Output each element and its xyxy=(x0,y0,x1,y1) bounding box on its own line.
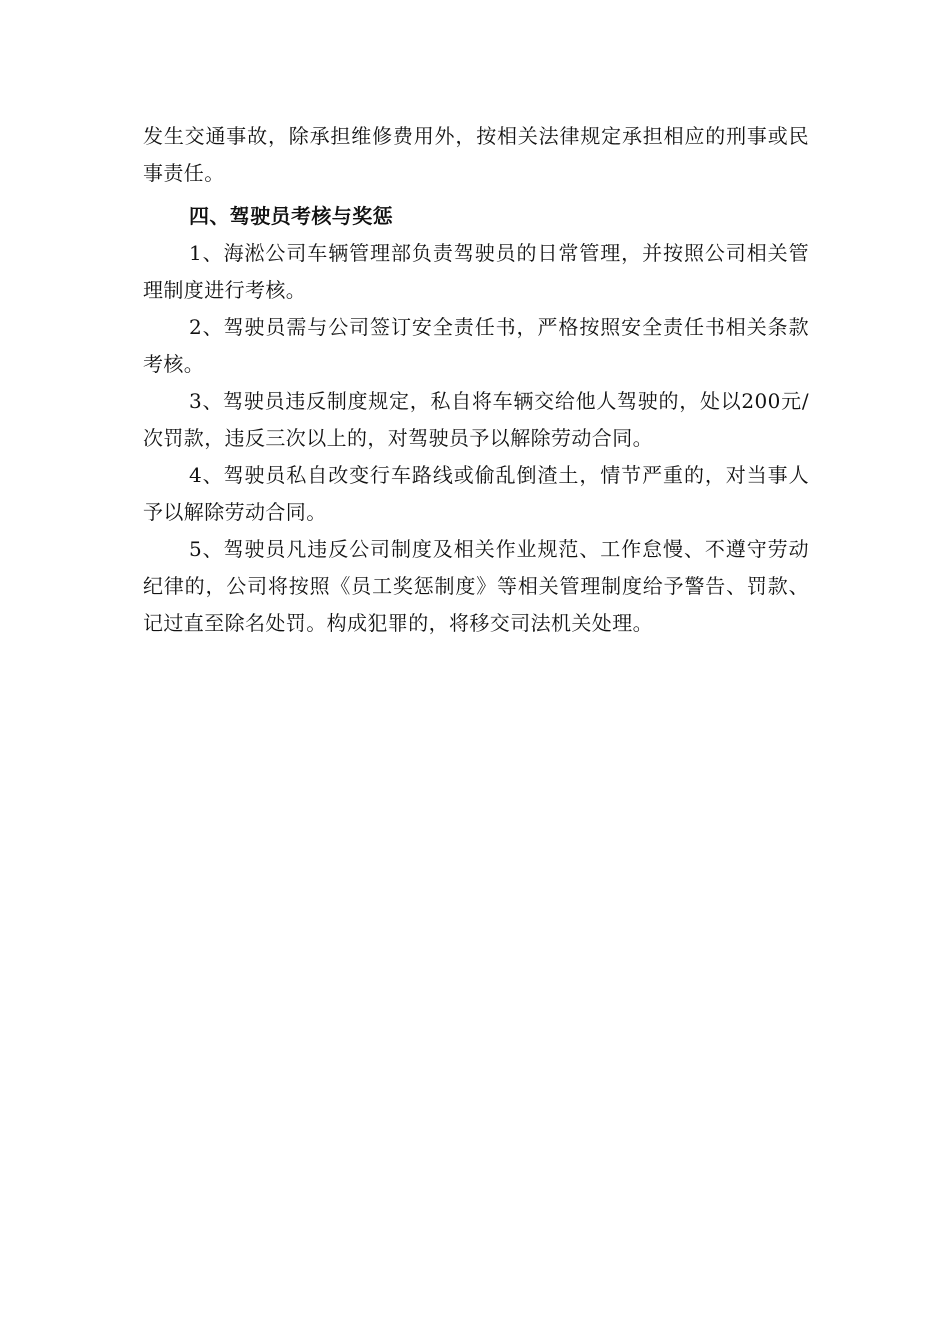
document-body xyxy=(143,118,809,642)
section-heading: 四、驾驶员考核与奖惩 xyxy=(189,204,393,228)
intro-paragraph: 发生交通事故，除承担维修费用外，按相关法律规定承担相应的刑事或民事责任。 xyxy=(143,124,809,185)
list-item-4: 4、驾驶员私自改变行车路线或偷乱倒渣土，情节严重的，对当事人予以解除劳动合同。 xyxy=(143,463,809,524)
list-item-2: 2、驾驶员需与公司签订安全责任书，严格按照安全责任书相关条款考核。 xyxy=(143,315,809,376)
list-item-5: 5、驾驶员凡违反公司制度及相关作业规范、工作怠慢、不遵守劳动纪律的，公司将按照《员工奖惩制度》等相关管理制度给予警告、罚款、记过直至除名处罚。构成犯罪的，将移交司法机关处理。 xyxy=(143,537,809,635)
list-item-1: 1、海淞公司车辆管理部负责驾驶员的日常管理，并按照公司相关管理制度进行考核。 xyxy=(143,241,809,302)
list-item-3: 3、驾驶员违反制度规定，私自将车辆交给他人驾驶的，处以200元/次罚款，违反三次以上的，对驾驶员予以解除劳动合同。 xyxy=(143,389,809,450)
